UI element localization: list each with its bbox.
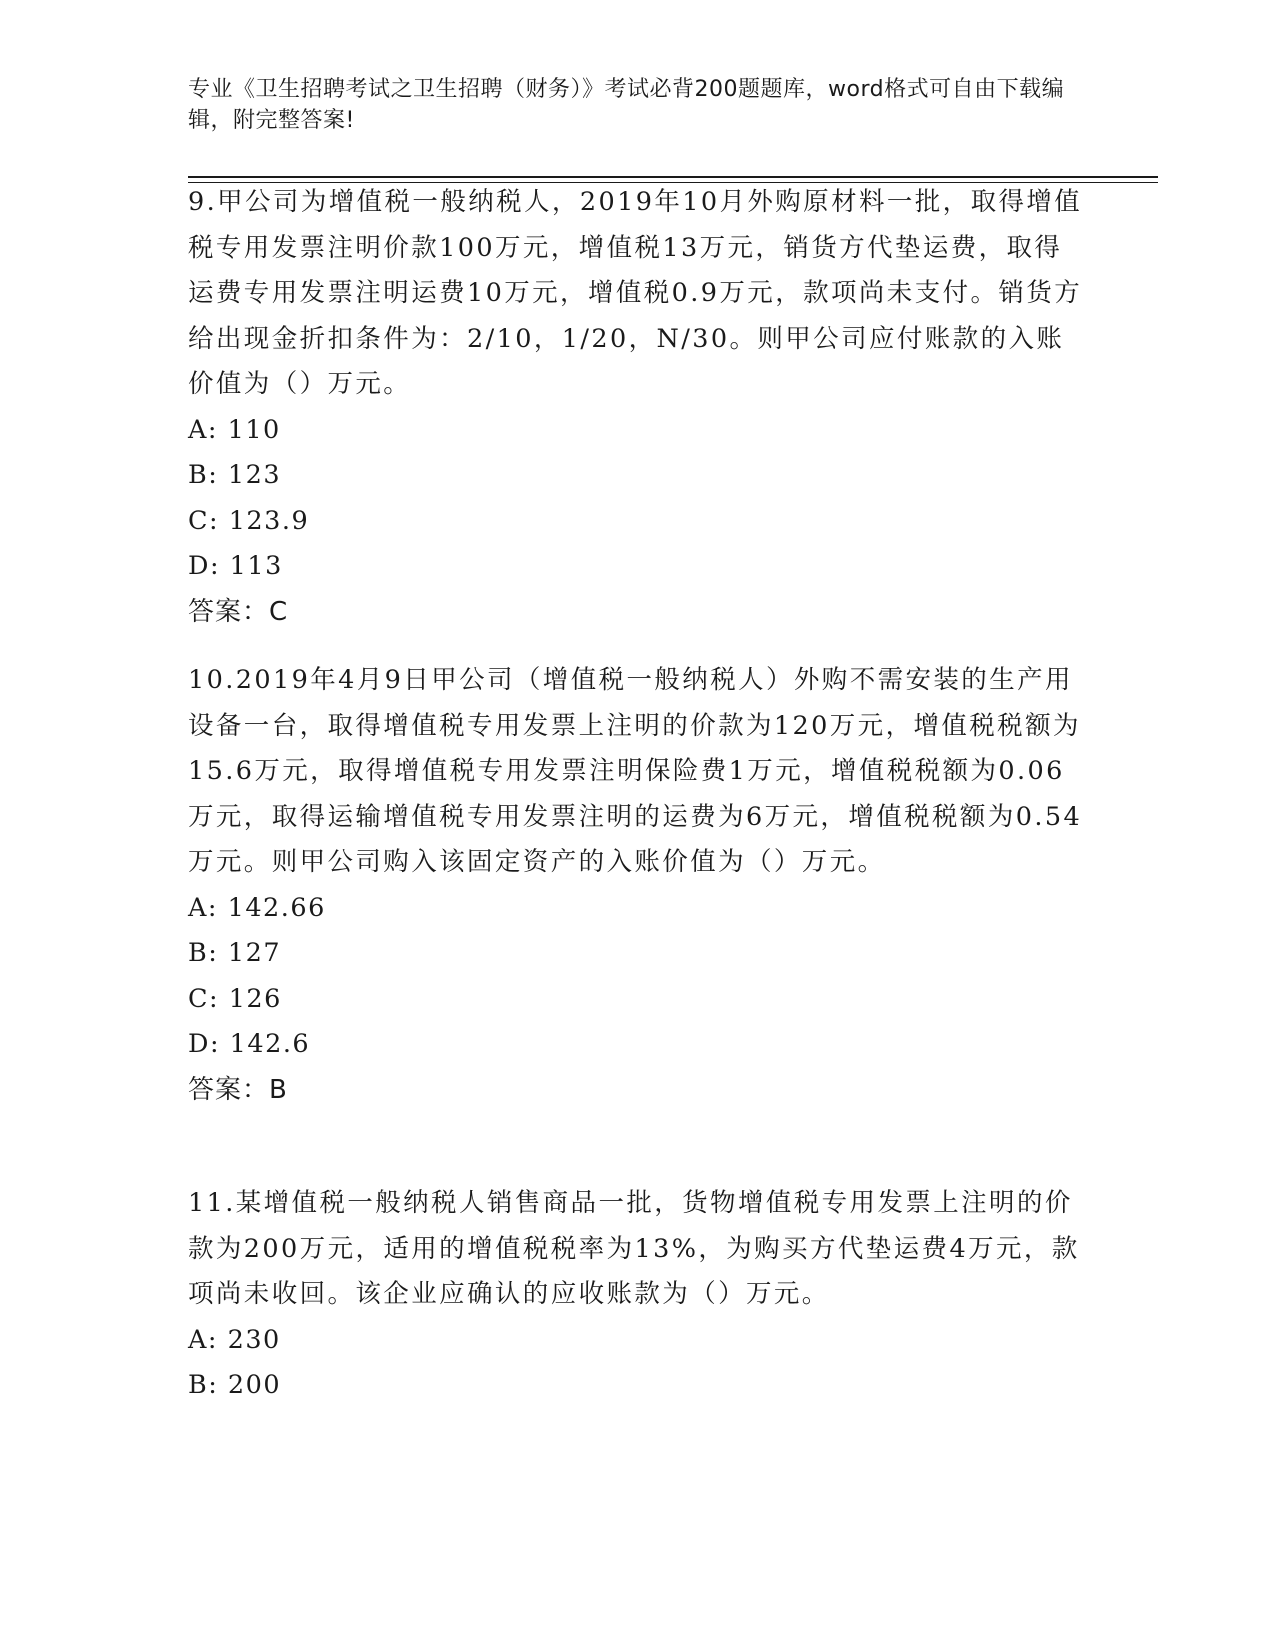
question-11 xyxy=(188,1181,1088,1409)
option-c: C: 123.9 xyxy=(188,505,310,536)
option-a: A: 230 xyxy=(188,1324,281,1355)
answer-label: 答案：C xyxy=(188,596,289,627)
option-d: D: 142.6 xyxy=(188,1029,311,1059)
document-header: 专业《卫生招聘考试之卫生招聘（财务）》考试必背200题题库，word格式可自由下载编辑，附完整答案! xyxy=(188,77,1065,133)
answer-label: 答案：B xyxy=(188,1074,288,1105)
option-a: A: 142.66 xyxy=(188,892,326,923)
question-stem: 11.某增值税一般纳税人销售商品一批，货物增值税专用发票上注明的价款为200万元，适用的增值税税率为13%，为购买方代垫运费4万元，款项尚未收回。该企业应确认的应收账款为（）万元。 xyxy=(188,1188,1080,1309)
option-b: B: 127 xyxy=(188,938,282,968)
option-b: B: 200 xyxy=(188,1370,282,1400)
question-stem: 10.2019年4月9日甲公司（增值税一般纳税人）外购不需安装的生产用设备一台，取得增值税专用发票上注明的价款为120万元，增值税税额为15.6万元，取得增值税专用发票注明保险费1万元，增值税税额为0.06万元，取得运输增值税专用发票注明的运费为6万元，增值税税额为0.54万元。则甲公司购入该固定资产的入账价值为（）万元。 xyxy=(188,665,1083,877)
question-9 xyxy=(188,180,1088,635)
question-stem: 9.甲公司为增值税一般纳税人，2019年10月外购原材料一批，取得增值税专用发票注明价款100万元，增值税13万元，销货方代垫运费，取得运费专用发票注明运费10万元，增值税0.9万元，款项尚未支付。销货方给出现金折扣条件为：2/10，1/20，N/30。则甲公司应付账款的入账价值为（）万元。 xyxy=(188,187,1083,399)
option-d: D: 113 xyxy=(188,551,283,581)
option-a: A: 110 xyxy=(188,414,281,445)
option-c: C: 126 xyxy=(188,983,282,1014)
option-b: B: 123 xyxy=(188,460,282,490)
question-10 xyxy=(188,658,1088,1113)
header-divider-thick xyxy=(188,176,1158,178)
